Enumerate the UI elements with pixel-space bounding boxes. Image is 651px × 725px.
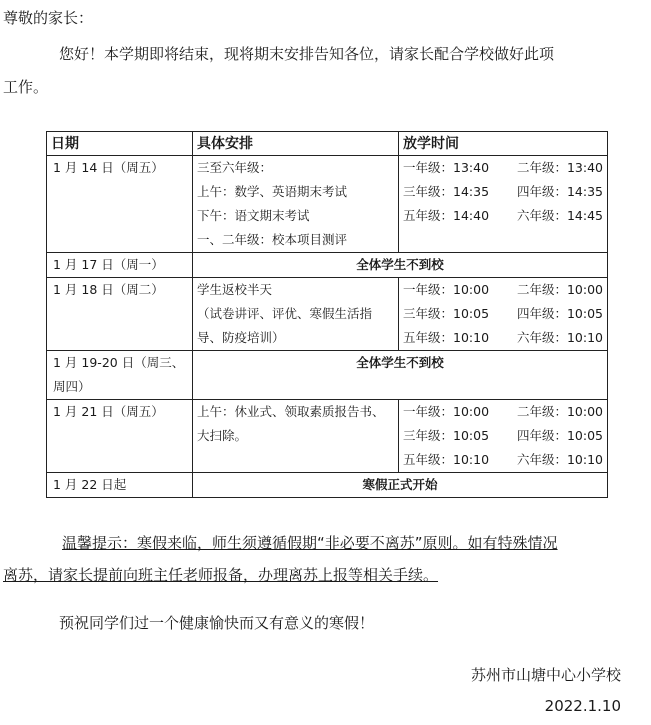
table-row	[47, 253, 608, 278]
tips-paragraph	[3, 527, 623, 591]
tips-line-2: 离苏，请家长提前向班主任老师报备，办理离苏上报等相关手续。	[3, 566, 439, 584]
time-entry: 二年级：13:40	[516, 160, 603, 175]
row-date: 1 月 18 日（周二）	[47, 278, 193, 351]
time-entry: 五年级：14:40	[403, 208, 490, 223]
row-times	[399, 278, 608, 351]
time-entry: 四年级：10:05	[516, 306, 603, 321]
plan-line: 学生返校半天	[197, 282, 273, 297]
plan-line: 下午：语文期末考试	[197, 208, 310, 223]
header-dismissal: 放学时间	[399, 132, 608, 156]
schedule-table	[46, 131, 608, 498]
intro-line-2: 工作。	[3, 78, 49, 96]
time-entry: 三年级：14:35	[403, 184, 490, 199]
time-entry: 四年级：14:35	[516, 184, 603, 199]
row-date: 1 月 17 日（周一）	[47, 253, 193, 278]
time-entry: 二年级：10:00	[516, 404, 603, 419]
time-entry: 四年级：10:05	[516, 428, 603, 443]
row-times	[399, 156, 608, 253]
plan-line: （试卷讲评、评优、寒假生活指导、防疫培训）	[197, 306, 373, 345]
time-entry: 一年级：10:00	[403, 282, 490, 297]
school-signature: 苏州市山塘中心小学校	[470, 666, 621, 684]
time-entry: 二年级：10:00	[516, 282, 603, 297]
row-full-note: 全体学生不到校	[193, 253, 608, 278]
time-entry: 六年级：10:10	[516, 452, 603, 467]
plan-line: 上午：数学、英语期末考试	[197, 184, 348, 199]
tips-line-1: 温馨提示：寒假来临，师生须遵循假期“非必要不离苏”原则。如有特殊情况	[62, 534, 558, 552]
plan-line: 一、二年级：校本项目测评	[197, 232, 348, 247]
row-plan	[193, 400, 399, 473]
plan-line: 上午：休业式、领取素质报告书、大扫除。	[197, 404, 385, 443]
table-row	[47, 278, 608, 351]
time-entry: 一年级：10:00	[403, 404, 490, 419]
row-plan	[193, 278, 399, 351]
row-date: 1 月 21 日（周五）	[47, 400, 193, 473]
row-date: 1 月 19-20 日（周三、周四）	[47, 351, 193, 400]
row-full-note: 寒假正式开始	[193, 473, 608, 498]
signature-date: 2022.1.10	[544, 697, 621, 715]
intro-line-1: 您好！本学期即将结束，现将期末安排告知各位，请家长配合学校做好此项	[59, 45, 555, 63]
row-full-note: 全体学生不到校	[193, 351, 608, 400]
table-row	[47, 400, 608, 473]
row-date: 1 月 22 日起	[47, 473, 193, 498]
time-entry: 六年级：14:45	[516, 208, 603, 223]
table-row	[47, 156, 608, 253]
time-entry: 一年级：13:40	[403, 160, 490, 175]
time-entry: 三年级：10:05	[403, 428, 490, 443]
greeting: 尊敬的家长：	[3, 9, 94, 27]
time-entry: 五年级：10:10	[403, 452, 490, 467]
time-entry: 三年级：10:05	[403, 306, 490, 321]
table-row	[47, 351, 608, 400]
time-entry: 六年级：10:10	[516, 330, 603, 345]
wish-line: 预祝同学们过一个健康愉快而又有意义的寒假！	[59, 614, 375, 632]
row-plan	[193, 156, 399, 253]
table-row	[47, 473, 608, 498]
plan-line: 三至六年级：	[197, 160, 273, 175]
table-header-row	[47, 132, 608, 156]
row-times	[399, 400, 608, 473]
row-date: 1 月 14 日（周五）	[47, 156, 193, 253]
header-plan: 具体安排	[193, 132, 399, 156]
header-date: 日期	[47, 132, 193, 156]
time-entry: 五年级：10:10	[403, 330, 490, 345]
